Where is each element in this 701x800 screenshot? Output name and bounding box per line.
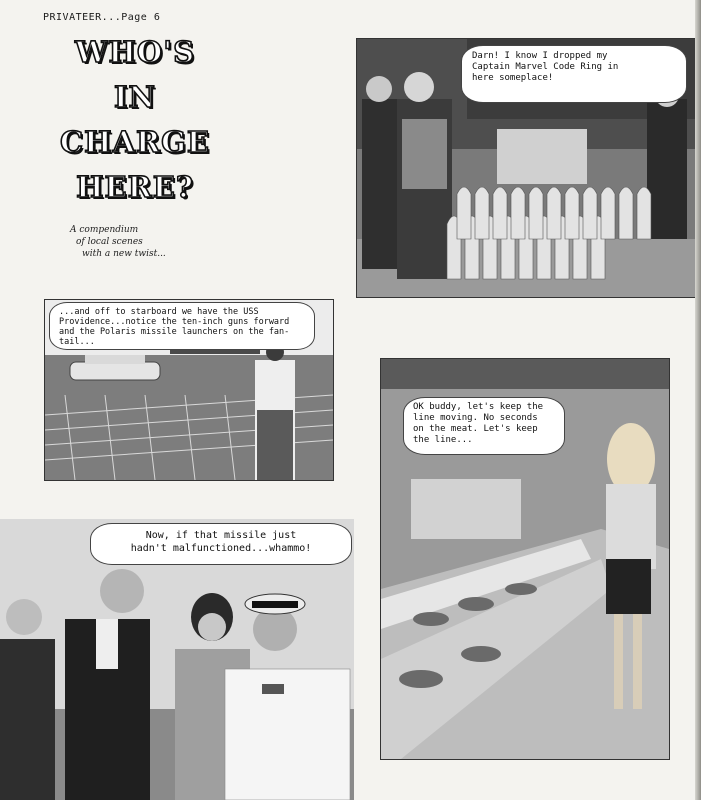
caption-line: Captain Marvel Code Ring in xyxy=(472,62,619,72)
missile-photo xyxy=(0,519,354,800)
galley-photo xyxy=(380,358,670,760)
galley-speech-bubble xyxy=(403,397,565,455)
caption-line: Providence...notice the ten-inch guns forward xyxy=(59,317,290,327)
subtitle-line: A compendium xyxy=(70,225,139,235)
caption-line: here someplace! xyxy=(472,73,554,83)
caption-line: the line... xyxy=(413,435,473,445)
caption-line: tail... xyxy=(59,337,95,347)
page-binding-edge xyxy=(695,0,701,800)
caption-line: and the Polaris missile launchers on the fan- xyxy=(59,327,290,337)
title-line: HERE? xyxy=(76,170,194,204)
caption-line: Now, if that missile just xyxy=(145,530,297,541)
caption-line: line moving. No seconds xyxy=(413,413,538,423)
ammo-speech-bubble xyxy=(461,45,687,103)
harbor-photo xyxy=(44,299,334,481)
caption-line: Darn! I know I dropped my xyxy=(472,51,608,61)
harbor-speech-bubble xyxy=(49,302,315,350)
caption-line: hadn't malfunctioned...whammo! xyxy=(130,543,312,554)
ammo-photo xyxy=(356,38,700,298)
title-line: CHARGE xyxy=(60,125,210,159)
page-header: PRIVATEER...Page 6 xyxy=(43,12,161,23)
caption-line: OK buddy, let's keep the xyxy=(413,402,544,412)
page-subtitle xyxy=(70,224,210,260)
caption-line: ...and off to starboard we have the USS xyxy=(59,307,259,317)
subtitle-line: with a new twist... xyxy=(82,249,166,259)
title-line: IN xyxy=(113,80,157,114)
title-line: WHO'S xyxy=(74,35,196,69)
page-title xyxy=(40,30,230,210)
missile-speech-bubble xyxy=(90,523,352,565)
caption-line: on the meat. Let's keep xyxy=(413,424,538,434)
subtitle-line: of local scenes xyxy=(76,237,143,247)
